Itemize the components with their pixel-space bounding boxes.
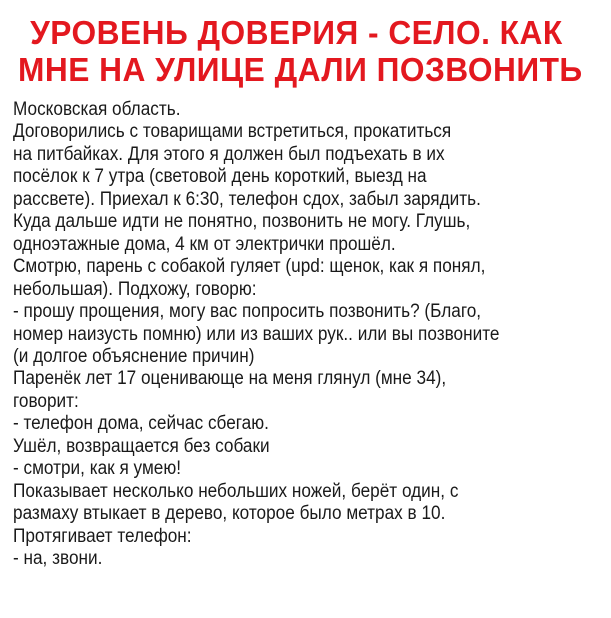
story-line: на питбайках. Для этого я должен был подъехать в их xyxy=(13,143,445,165)
story-line: Протягивает телефон: xyxy=(13,525,192,547)
story-line: - смотри, как я умею! xyxy=(13,458,182,480)
headline-line: УРОВЕНЬ ДОВЕРИЯ - СЕЛО. КАК xyxy=(30,14,563,51)
story-line: Куда дальше идти не понятно, позвонить не могу. Глушь, xyxy=(13,211,471,233)
story-line: Договорились с товарищами встретиться, прокатиться xyxy=(13,121,452,143)
story-line: рассвете). Приехал к 6:30, телефон сдох, забыл зарядить. xyxy=(13,188,481,210)
headline xyxy=(18,14,583,88)
story-line: Ушёл, возвращается без собаки xyxy=(13,435,270,457)
story-line: одноэтажные дома, 4 км от электрички прошёл. xyxy=(13,233,396,255)
story-line: - прошу прощения, могу вас попросить позвонить? (Благо, xyxy=(13,301,482,323)
story-line: Показывает несколько небольших ножей, берёт один, с xyxy=(13,480,459,502)
story-line: - на, звони. xyxy=(13,548,103,570)
story-text xyxy=(13,99,549,571)
story-line: небольшая). Подхожу, говорю: xyxy=(13,278,257,300)
story-line: посёлок к 7 утра (световой день короткий, выезд на xyxy=(13,166,427,188)
story-line: Паренёк лет 17 оценивающе на меня глянул (мне 34), xyxy=(13,368,447,390)
story-line: размаху втыкает в дерево, которое было метрах в 10. xyxy=(13,503,446,525)
headline-line: МНЕ НА УЛИЦЕ ДАЛИ ПОЗВОНИТЬ xyxy=(18,51,583,88)
story-line: номер наизусть помню) или из ваших рук.. или вы позвоните xyxy=(13,323,500,345)
story-line: - телефон дома, сейчас сбегаю. xyxy=(13,413,269,435)
story-line: говорит: xyxy=(13,390,79,412)
story-line: Московская область. xyxy=(13,99,181,120)
story-line: (и долгое объяснение причин) xyxy=(13,345,255,367)
story-line: Смотрю, парень с собакой гуляет (upd: щенок, как я понял, xyxy=(13,256,486,278)
